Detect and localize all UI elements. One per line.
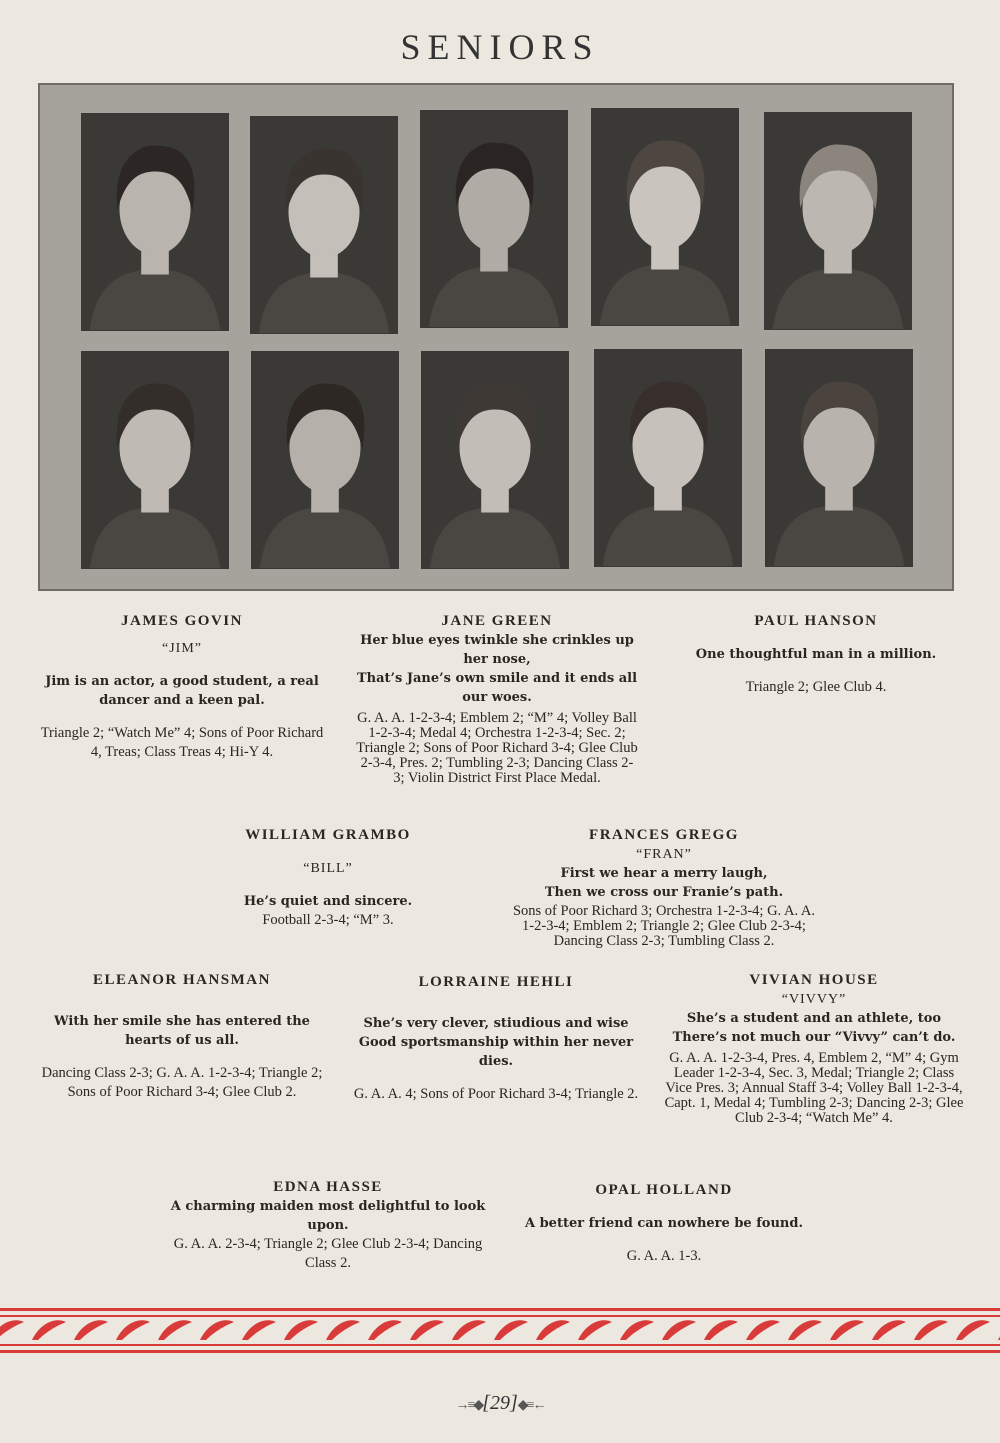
- portrait-photo: [252, 352, 398, 568]
- student-activities: G. A. A. 1-3.: [626, 1248, 702, 1264]
- student-name: OPAL HOLLAND: [595, 1182, 733, 1198]
- student-name: JAMES GOVIN: [121, 613, 243, 629]
- student-activities: Sons of Poor Richard 3; Orchestra 1-2-3-4; G. A. A. 1-2-3-4; Emblem 2; Triangle 2; Glee Club 2-3-4; Dancing Class 2-3; Tumbling Class 2.: [512, 903, 816, 949]
- portrait-green: [420, 110, 568, 328]
- student-activities: G. A. A. 4; Sons of Poor Richard 3-4; Triangle 2.: [353, 1086, 639, 1102]
- student-nickname: “BILL”: [303, 861, 353, 876]
- portrait-photo: [592, 109, 738, 325]
- student-name: JANE GREEN: [441, 613, 553, 629]
- student-nickname: “JIM”: [162, 641, 202, 656]
- student-quote: She’s very clever, stiudious and wise Good sportsmanship within her never dies.: [358, 1016, 634, 1069]
- portrait-grambo: [250, 116, 398, 334]
- student-quote: She’s a student and an athlete, too There’s not much our “Vivvy” can’t do.: [672, 1011, 956, 1045]
- entry-william-grambo: [212, 826, 444, 930]
- portrait-photo: [421, 111, 567, 327]
- student-quote-line-1: Her blue eyes twinkle she crinkles up her nose,: [360, 633, 634, 667]
- student-quote: A charming maiden most delightful to look upon.: [170, 1199, 486, 1233]
- portrait-gregg: [591, 108, 739, 326]
- page-number-value: 29: [490, 1392, 510, 1414]
- student-quote: One thoughtful man in a million.: [695, 647, 937, 662]
- portrait-panel: [38, 83, 954, 591]
- student-name: ELEANOR HANSMAN: [93, 972, 271, 988]
- student-nickname: “FRAN”: [636, 847, 692, 862]
- entry-paul-hanson: [670, 612, 962, 697]
- portrait-holland: [594, 349, 742, 567]
- page-title: SENIORS: [400, 27, 600, 67]
- entry-opal-holland: [506, 1181, 822, 1266]
- student-name: EDNA HASSE: [273, 1179, 383, 1195]
- portrait-photo: [82, 352, 228, 568]
- portrait-photo: [765, 113, 911, 329]
- portrait-photo: [422, 352, 568, 568]
- decorative-border-band: [0, 1306, 1000, 1356]
- entry-james-govin: [36, 612, 328, 762]
- entry-vivian-house: [664, 971, 964, 1126]
- student-activities: Triangle 2; Glee Club 4.: [745, 679, 887, 695]
- portrait-hasse: [251, 351, 399, 569]
- student-quote-line-1: First we hear a merry laugh,: [560, 866, 768, 881]
- student-activities: G. A. A. 1-2-3-4; Emblem 2; “M” 4; Volley Ball 1-2-3-4; Medal 4; Orchestra 1-2-3-4; Sec. 2; Triangle 2; Sons of Poor Richard 3-4; Glee Club 2-3-4, Pres. 2; Tumbling 2-3; Dancing Class 2-3; Violin District First Place Medal.: [356, 710, 638, 786]
- student-activities: Triangle 2; “Watch Me” 4; Sons of Poor Richard 4, Treas; Class Treas 4; Hi-Y 4.: [40, 725, 324, 760]
- page-number: →≡◆[29]◆≡←: [455, 1392, 545, 1414]
- student-name: FRANCES GREGG: [589, 827, 739, 843]
- portrait-house: [765, 349, 913, 567]
- student-quote-line-2: That’s Jane’s own smile and it ends all our woes.: [356, 671, 638, 705]
- entry-eleanor-hansman: [34, 971, 330, 1102]
- portrait-hansman: [81, 351, 229, 569]
- student-quote: Jim is an actor, a good student, a real dancer and a keen pal.: [45, 674, 319, 708]
- student-nickname: “VIVVY”: [781, 992, 847, 1007]
- portrait-hehli: [421, 351, 569, 569]
- portrait-photo: [595, 350, 741, 566]
- student-quote: A better friend can nowhere be found.: [524, 1216, 803, 1231]
- left-ornament-icon: →≡◆: [455, 1398, 483, 1413]
- portrait-hanson: [764, 112, 912, 330]
- student-activities: Dancing Class 2-3; G. A. A. 1-2-3-4; Triangle 2; Sons of Poor Richard 3-4; Glee Club 2.: [41, 1065, 323, 1100]
- student-name: WILLIAM GRAMBO: [245, 827, 411, 843]
- portrait-photo: [82, 114, 228, 330]
- entry-edna-hasse: [170, 1178, 486, 1273]
- student-name: LORRAINE HEHLI: [418, 974, 574, 990]
- student-activities: G. A. A. 1-2-3-4, Pres. 4, Emblem 2, “M” 4; Gym Leader 1-2-3-4, Sec. 3, Medal; Triangle 2; Class Vice Pres. 3; Annual Staff 3-4; Volley Ball 1-2-3-4, Capt. 1, Medal 4; Tumbling 2-3; Dancing 2-3; Glee Club 2-3-4; “Watch Me” 4.: [664, 1050, 964, 1126]
- student-quote: He’s quiet and sincere.: [243, 894, 413, 909]
- student-name: PAUL HANSON: [754, 613, 878, 629]
- student-activities: G. A. A. 2-3-4; Triangle 2; Glee Club 2-3-4; Dancing Class 2.: [173, 1236, 483, 1271]
- portrait-photo: [766, 350, 912, 566]
- entry-frances-gregg: [506, 826, 822, 949]
- student-quote: With her smile she has entered the hearts of us all.: [54, 1014, 310, 1048]
- right-ornament-icon: ◆≡←: [517, 1398, 545, 1413]
- student-activities: Football 2-3-4; “M” 3.: [262, 912, 394, 928]
- student-name: VIVIAN HOUSE: [749, 972, 879, 988]
- portrait-govin: [81, 113, 229, 331]
- student-quote-line-2: Then we cross our Franie’s path.: [544, 885, 784, 900]
- entry-jane-green: [356, 612, 638, 786]
- entry-lorraine-hehli: [348, 973, 644, 1104]
- portrait-photo: [251, 117, 397, 333]
